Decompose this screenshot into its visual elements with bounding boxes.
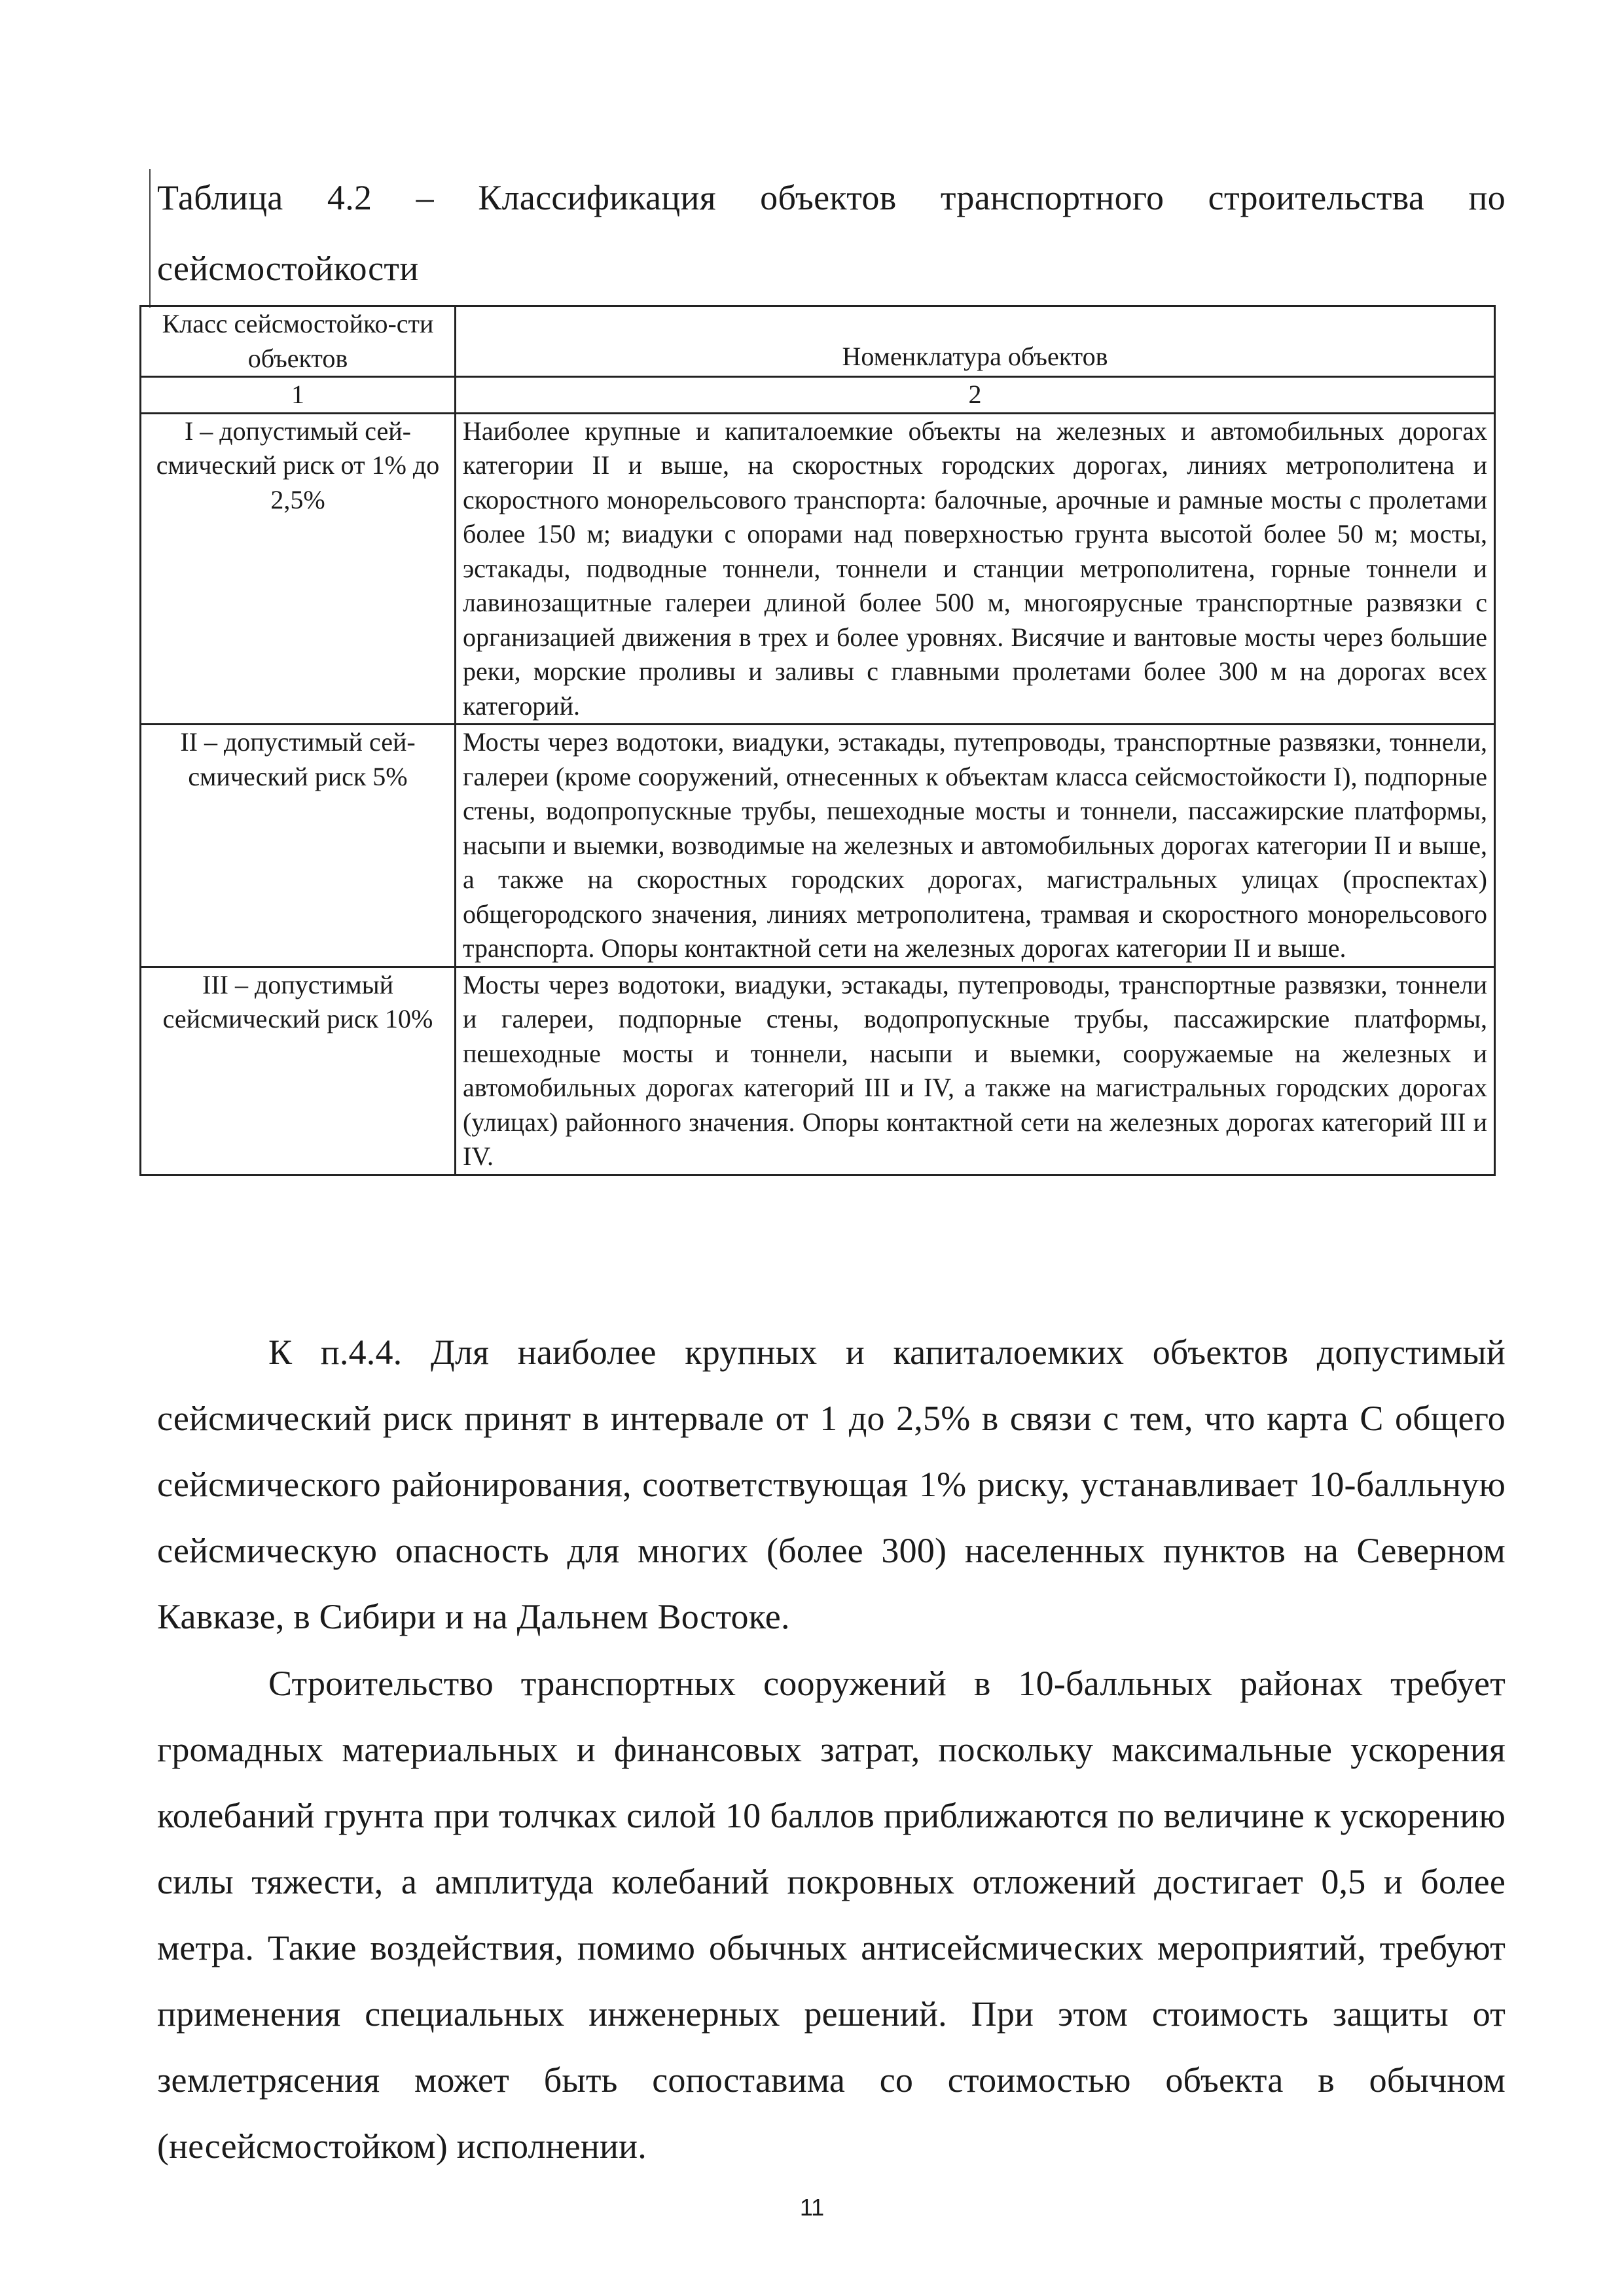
table-header-row bbox=[141, 306, 1495, 377]
table-caption: Таблица 4.2 – Классификация объектов транспортного строительства по сейсмостойкости bbox=[157, 178, 1506, 288]
objects-cell: Наиболее крупные и капиталоемкие объекты на железных и автомобильных дорогах категории II и выше, на скоростных городских дорогах, линиях метрополитена и скоростного монорельсового транспорта: балочные, арочные и рамные мосты с пролетами более 150 м; виадуки с опорами над поверхностью грунта высотой более 50 м; мосты, эстакады, подводные тоннели, тоннели и станции метрополитена, горные тоннели и лавинозащитные галереи длиной более 500 м, многоярусные транспортные развязки с организацией движения в трех и более уровнях. Висячие и вантовые мосты через большие реки, морские проливы и заливы с главными пролетами более 300 м на дорогах всех категорий. bbox=[456, 413, 1495, 725]
header-objects-cell bbox=[456, 306, 1495, 377]
margin-rule bbox=[149, 169, 151, 308]
objects-cell: Мосты через водотоки, виадуки, эстакады, путепроводы, транспортные развязки, тоннели, галереи (кроме сооружений, отнесенных к объектам класса сейсмостойкости I), подпорные стены, водопропускные трубы, пешеходные мосты и тоннели, пассажирские платформы, насыпи и выемки, возводимые на железных и автомобильных дорогах категории II и выше, а также на скоростных городских дорогах, магистральных улицах (проспектах) общегородского значения, линиях метрополитена, трамвая и скоростного монорельсового транспорта. Опоры контактной сети на железных дорогах категории II и выше. bbox=[456, 725, 1495, 967]
paragraph: Строительство транспортных сооружений в 10-балльных районах требует громадных материальных и финансовых затрат, поскольку максимальные ускорения колебаний грунта при толчках силой 10 баллов приближаются по величине к ускорению силы тяжести, а амплитуда колебаний покровных отложений достигает 0,5 и более метра. Такие воздействия, помимо обычных антисейсмических мероприятий, требуют применения специальных инженерных решений. При этом стоимость защиты от землетрясения может быть сопоставима со стоимостью объекта в обычном (несейсмостойком) исполнении. bbox=[157, 1664, 1506, 2166]
paragraph-1-block bbox=[157, 1319, 1506, 1650]
number-cell-1: 1 bbox=[141, 377, 456, 414]
header-class-cell: Класс сейсмостойко-сти объектов bbox=[141, 306, 456, 377]
paragraph-2-block bbox=[157, 1651, 1506, 2179]
page-number: 11 bbox=[799, 2194, 825, 2221]
class-cell: III – допустимый сейсмический риск 10% bbox=[141, 967, 456, 1175]
table-row bbox=[141, 967, 1495, 1175]
seismic-classification-table bbox=[139, 305, 1496, 1176]
number-cell-2: 2 bbox=[456, 377, 1495, 414]
objects-cell: Мосты через водотоки, виадуки, эстакады, путепроводы, транспортные развязки, тоннели и галереи, подпорные стены, водопропускные трубы, пассажирские платформы, пешеходные мосты и тоннели, насыпи и выемки, сооружаемые на железных и автомобильных дорогах категорий III и IV, а также на магистральных городских дорогах (улицах) районного значения. Опоры контактной сети на железных дорогах категорий III и IV. bbox=[456, 967, 1495, 1175]
header-objects-label: Номенклатура объектов bbox=[842, 342, 1108, 371]
class-cell: I – допустимый сей-смический риск от 1% до 2,5% bbox=[141, 413, 456, 725]
class-cell: II – допустимый сей-смический риск 5% bbox=[141, 725, 456, 967]
paragraph: К п.4.4. Для наиболее крупных и капиталоемких объектов допустимый сейсмический риск принят в интервале от 1 до 2,5% в связи с тем, что карта С общего сейсмического районирования, соответствующая 1% риску, устанавливает 10-балльную сейсмическую опасность для многих (более 300) населенных пунктов на Северном Кавказе, в Сибири и на Дальнем Востоке. bbox=[157, 1333, 1506, 1636]
table-row bbox=[141, 413, 1495, 725]
table-number-row bbox=[141, 377, 1495, 414]
table-row bbox=[141, 725, 1495, 967]
